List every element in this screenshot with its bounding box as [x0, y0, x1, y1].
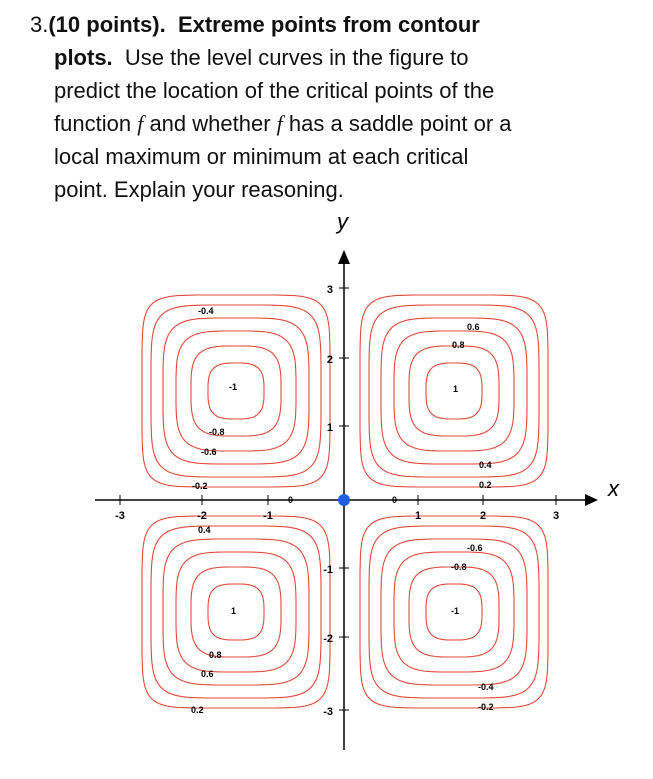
contour-label: 0.4: [479, 460, 492, 470]
y-axis-arrow: [338, 250, 350, 264]
problem-line-5: local maximum or minimum at each critical: [54, 144, 469, 169]
contour-label: 0.2: [191, 705, 204, 715]
problem-heading-part2: plots.: [54, 45, 113, 70]
y-tick-label: -1: [323, 564, 333, 576]
x-axis-arrow: [585, 494, 598, 506]
contour-label: 1: [453, 384, 459, 394]
contour-label: -0.8: [209, 427, 225, 437]
y-tick-label: -2: [323, 633, 333, 645]
function-symbol-2: f: [276, 111, 283, 136]
contour-label: 0: [288, 495, 294, 505]
contour-label: 0.6: [467, 322, 480, 332]
contour-label: 0.4: [198, 525, 211, 535]
contour-label: -0.8: [451, 562, 467, 572]
x-tick-label: -3: [115, 510, 125, 522]
problem-statement: [30, 8, 630, 206]
contour-label: 0.2: [479, 480, 492, 490]
problem-line-4: [30, 107, 630, 140]
x-axis-label: x: [608, 476, 619, 501]
x-tick-label: 3: [552, 510, 560, 522]
contour-plot: [0, 205, 653, 779]
problem-line-6: point. Explain your reasoning.: [54, 177, 344, 202]
x-tick-label: -1: [263, 510, 273, 522]
x-tick-label: -2: [197, 510, 207, 522]
y-tick-label: 1: [326, 422, 333, 434]
contour-label: 0.8: [452, 340, 465, 350]
y-tick-label: 3: [326, 284, 333, 296]
problem-line-3: predict the location of the critical points of the: [54, 78, 495, 103]
x-tick-label: 2: [479, 510, 487, 522]
contour-label: -1: [451, 606, 460, 616]
contour-label: -0.6: [201, 447, 217, 457]
axis-ticks: [120, 288, 556, 710]
problem-line-2: [30, 41, 630, 74]
problem-heading-part1: Extreme points from contour: [177, 12, 480, 37]
contour-label: -0.2: [478, 702, 494, 712]
contour-label: -0.4: [198, 306, 214, 316]
contour-label: 0.6: [201, 669, 214, 679]
contour-label: -0.4: [478, 682, 494, 692]
y-tick-label: -3: [323, 706, 333, 718]
y-axis-label: y: [337, 209, 348, 234]
problem-line4-c: has a saddle point or a: [288, 111, 512, 136]
contour-label: 0.8: [209, 650, 222, 660]
problem-line4-b: and whether: [149, 111, 271, 136]
critical-point-origin: [338, 494, 350, 506]
contour-label: -0.6: [467, 543, 483, 553]
x-tick-label: 1: [414, 510, 422, 522]
function-symbol: f: [137, 111, 144, 136]
contour-label: -1: [229, 382, 238, 392]
problem-number: 3.: [30, 12, 49, 37]
contour-label: 1: [231, 606, 237, 616]
contour-label: -0.2: [192, 481, 208, 491]
problem-line4-a: function: [54, 111, 132, 136]
problem-line2-text: Use the level curves in the figure to: [124, 45, 469, 70]
problem-points: (10 points).: [48, 12, 166, 37]
y-tick-label: 2: [326, 354, 333, 366]
contour-label: 0: [392, 495, 398, 505]
problem-line-1: [30, 8, 630, 41]
